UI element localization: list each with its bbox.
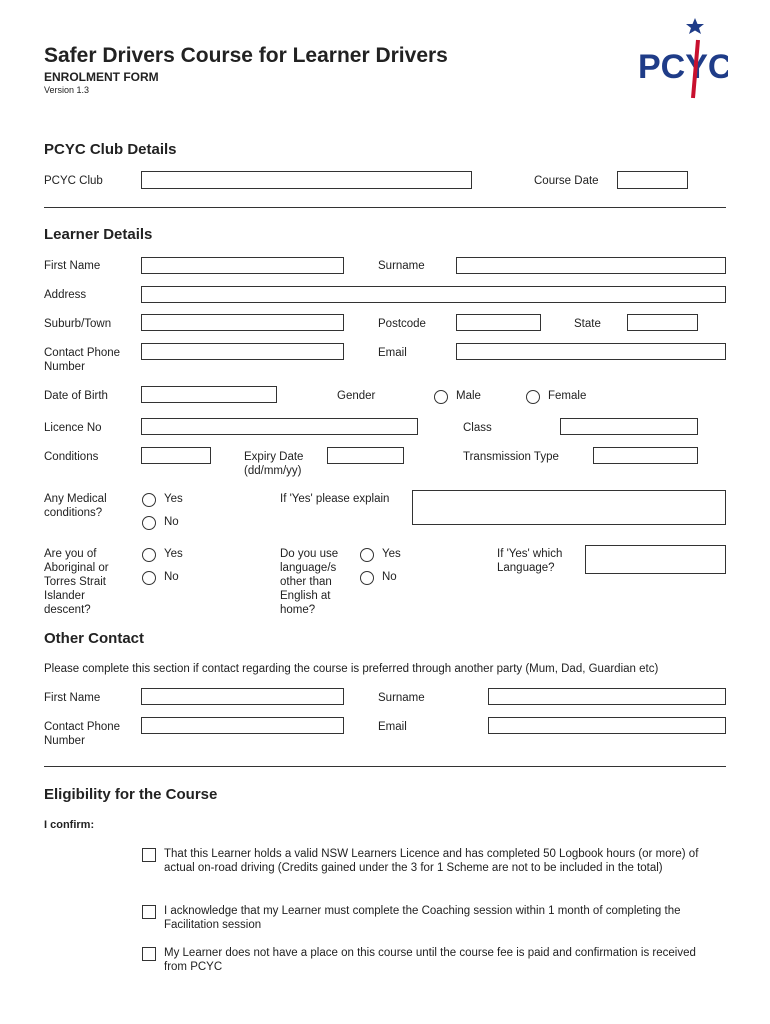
star-icon: [686, 18, 704, 34]
language-yes-radio[interactable]: [360, 548, 374, 562]
licence-label: Licence No: [44, 422, 102, 434]
postcode-input[interactable]: [456, 314, 541, 331]
expiry-label: Expiry Date (dd/mm/yy): [244, 451, 304, 477]
class-input[interactable]: [560, 418, 698, 435]
gender-label: Gender: [337, 390, 376, 402]
transmission-label: Transmission Type: [463, 451, 559, 463]
club-heading: PCYC Club Details: [44, 141, 177, 158]
email-label: Email: [378, 347, 407, 359]
course-date-label: Course Date: [534, 175, 599, 187]
eligibility-item-1: That this Learner holds a valid NSW Learners Licence and has completed 50 Logbook hours (or more) of actual on-road driving (Credits gained under the 3 for 1 Scheme are not to be included in the total): [164, 848, 699, 874]
state-input[interactable]: [627, 314, 698, 331]
form-subtitle: ENROLMENT FORM: [44, 70, 159, 84]
licence-input[interactable]: [141, 418, 418, 435]
form-version: Version 1.3: [44, 85, 90, 95]
other-first-name-input[interactable]: [141, 688, 344, 705]
conditions-label: Conditions: [44, 451, 99, 463]
email-input[interactable]: [456, 343, 726, 360]
medical-explain-input[interactable]: [412, 490, 726, 525]
medical-yes-label: Yes: [164, 493, 183, 505]
confirm-label: I confirm:: [44, 819, 95, 831]
aboriginal-yes-radio[interactable]: [142, 548, 156, 562]
language-no-label: No: [382, 571, 397, 583]
divider: [44, 766, 726, 767]
language-no-radio[interactable]: [360, 571, 374, 585]
form-title: Safer Drivers Course for Learner Drivers: [44, 44, 448, 67]
which-language-label: If 'Yes' which Language?: [497, 548, 563, 574]
female-label: Female: [548, 390, 587, 402]
male-radio[interactable]: [434, 390, 448, 404]
other-contact-heading: Other Contact: [44, 630, 145, 647]
language-label: Do you use language/s other than English at home?: [280, 548, 339, 616]
other-surname-input[interactable]: [488, 688, 726, 705]
eligibility-checkbox-2[interactable]: [142, 905, 156, 919]
surname-input[interactable]: [456, 257, 726, 274]
surname-label: Surname: [378, 260, 425, 272]
medical-no-radio[interactable]: [142, 516, 156, 530]
aboriginal-yes-label: Yes: [164, 548, 183, 560]
medical-explain-label: If 'Yes' please explain: [280, 493, 390, 505]
pcyc-logo-graphic: [638, 18, 728, 100]
suburb-input[interactable]: [141, 314, 344, 331]
eligibility-item-2: I acknowledge that my Learner must complete the Coaching session within 1 month of completing the Facilitation session: [164, 905, 681, 931]
course-date-input[interactable]: [617, 171, 688, 189]
transmission-input[interactable]: [593, 447, 698, 464]
other-email-label: Email: [378, 721, 407, 733]
dob-input[interactable]: [141, 386, 277, 403]
pcyc-logo: [638, 18, 728, 100]
medical-label: Any Medical conditions?: [44, 493, 107, 519]
other-surname-label: Surname: [378, 692, 425, 704]
club-label: PCYC Club: [44, 175, 103, 187]
class-label: Class: [463, 422, 492, 434]
eligibility-checkbox-3[interactable]: [142, 947, 156, 961]
female-radio[interactable]: [526, 390, 540, 404]
suburb-label: Suburb/Town: [44, 318, 112, 330]
other-contact-note: Please complete this section if contact regarding the course is preferred through another party (Mum, Dad, Guardian etc): [44, 663, 659, 675]
aboriginal-label: Are you of Aboriginal or Torres Strait Islander descent?: [44, 548, 109, 616]
other-phone-label: Contact Phone Number: [44, 721, 121, 747]
address-input[interactable]: [141, 286, 726, 303]
which-language-input[interactable]: [585, 545, 726, 574]
pcyc-logo-text: PCYC: [638, 48, 728, 86]
contact-phone-label: Contact Phone Number: [44, 347, 121, 373]
dob-label: Date of Birth: [44, 390, 108, 402]
other-email-input[interactable]: [488, 717, 726, 734]
medical-no-label: No: [164, 516, 179, 528]
address-label: Address: [44, 289, 87, 301]
eligibility-item-3: My Learner does not have a place on this course until the course fee is paid and confirmation is received from PCYC: [164, 947, 696, 973]
divider: [44, 207, 726, 208]
conditions-input[interactable]: [141, 447, 211, 464]
first-name-input[interactable]: [141, 257, 344, 274]
first-name-label: First Name: [44, 260, 101, 272]
club-input[interactable]: [141, 171, 472, 189]
state-label: State: [574, 318, 601, 330]
medical-yes-radio[interactable]: [142, 493, 156, 507]
postcode-label: Postcode: [378, 318, 426, 330]
male-label: Male: [456, 390, 481, 402]
other-phone-input[interactable]: [141, 717, 344, 734]
contact-phone-input[interactable]: [141, 343, 344, 360]
aboriginal-no-radio[interactable]: [142, 571, 156, 585]
expiry-input[interactable]: [327, 447, 404, 464]
aboriginal-no-label: No: [164, 571, 179, 583]
eligibility-checkbox-1[interactable]: [142, 848, 156, 862]
learner-heading: Learner Details: [44, 226, 153, 243]
eligibility-heading: Eligibility for the Course: [44, 786, 218, 803]
other-first-name-label: First Name: [44, 692, 101, 704]
language-yes-label: Yes: [382, 548, 401, 560]
